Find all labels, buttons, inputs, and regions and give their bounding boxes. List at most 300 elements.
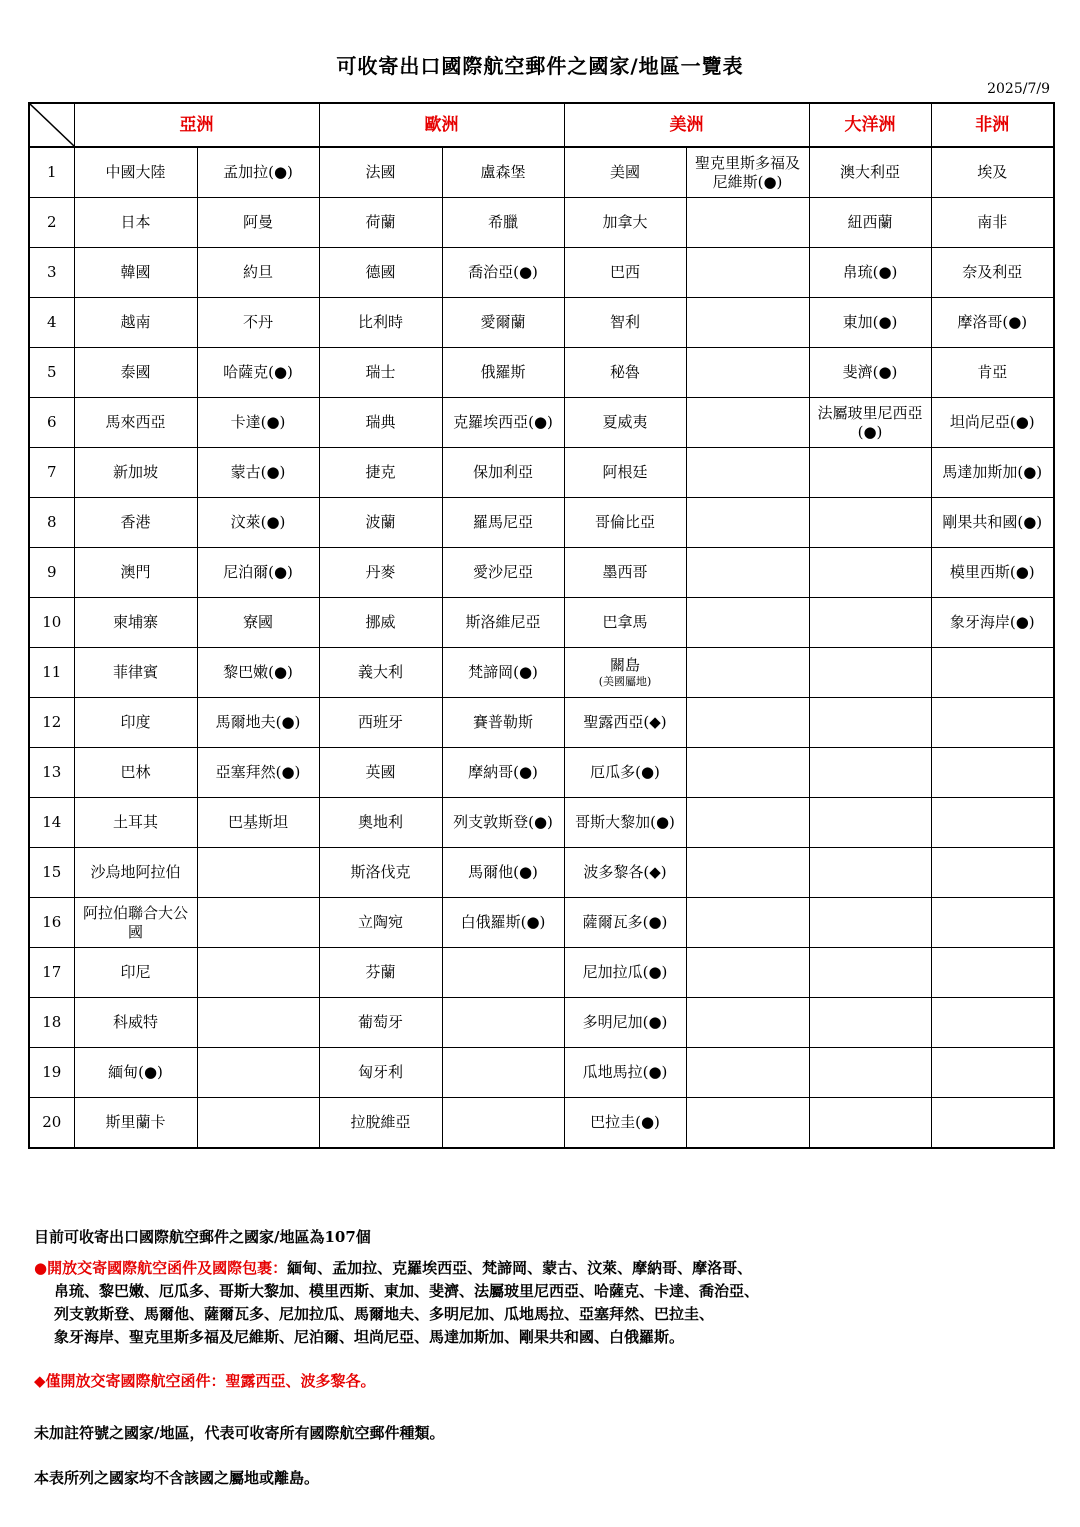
americas-col-2-cell [686,198,809,248]
row-number: 19 [42,1063,62,1081]
country-name: 馬來西亞 [105,413,166,431]
country-name: 哥倫比亞 [594,513,655,531]
country-name: 尼加拉瓜(●) [582,963,668,981]
country-name: 瑞典 [365,413,396,431]
country-name: 日本 [120,213,151,231]
country-name: 緬甸(●) [108,1063,163,1081]
country-name: 梵諦岡(●) [468,663,538,681]
asia-col-1-cell [74,298,197,348]
americas-col-1-cell [564,798,686,848]
row-number: 13 [42,763,62,781]
asia-col-1-cell [74,348,197,398]
country-name: 象牙海岸(●) [949,613,1035,631]
row-number-cell [29,248,74,298]
country-name: 愛爾蘭 [480,313,526,331]
europe-col-1-cell [319,598,442,648]
americas-col-1-cell [564,648,686,698]
country-name: 阿曼 [242,213,273,231]
africa-col-cell [931,1098,1054,1149]
country-name: 奧地利 [357,813,403,831]
americas-col-1-cell [564,398,686,448]
americas-col-1-cell [564,698,686,748]
oceania-col-cell [809,1098,931,1149]
asia-col-2-cell [197,898,319,948]
africa-col-cell [931,698,1054,748]
country-name: 巴西 [609,263,640,281]
country-name: 帛琉(●) [842,263,898,281]
unmarked-note: 未加註符號之國家/地區，代表可收寄所有國際航空郵件種類。 [34,1424,445,1442]
africa-col-cell [931,248,1054,298]
europe-col-2-cell [442,448,564,498]
americas-col-2-cell [686,398,809,448]
country-name: 蒙古(●) [230,463,286,481]
country-name: 越南 [120,313,151,331]
row-number-cell [29,948,74,998]
country-name: 黎巴嫩(●) [223,663,293,681]
europe-col-1-cell [319,948,442,998]
country-name: 紐西蘭 [847,213,893,231]
asia-col-1-cell [74,1098,197,1149]
country-name: 羅馬尼亞 [472,513,533,531]
row-number-cell [29,1048,74,1098]
asia-col-1-cell [74,998,197,1048]
asia-col-2-cell [197,498,319,548]
asia-col-1-cell [74,498,197,548]
row-number-cell [29,648,74,698]
country-name: 多明尼加(●) [582,1013,668,1031]
diamond-note: ◆僅開放交寄國際航空函件：聖露西亞、波多黎各。 [34,1372,376,1390]
americas-col-2-cell [686,698,809,748]
country-name: 奈及利亞 [962,263,1023,281]
europe-col-1-cell [319,1048,442,1098]
oceania-col-cell [809,798,931,848]
country-name: 俄羅斯 [480,363,526,381]
americas-col-1-cell [564,598,686,648]
oceania-col-cell [809,848,931,898]
table-row [29,648,1054,698]
asia-col-2-cell [197,147,319,198]
country-name: 列支敦斯登(●) [453,813,553,831]
europe-col-1-cell [319,748,442,798]
americas-col-1-cell [564,848,686,898]
country-name: 埃及 [977,163,1008,181]
americas-col-2-cell [686,648,809,698]
country-name: 斯里蘭卡 [105,1113,166,1131]
row-number: 5 [46,363,57,381]
asia-col-2-cell [197,648,319,698]
europe-col-1-cell [319,248,442,298]
row-number-cell [29,198,74,248]
country-name: 拉脫維亞 [350,1113,411,1131]
americas-col-2-cell [686,248,809,298]
africa-col-cell [931,198,1054,248]
country-name: 匈牙利 [357,1063,403,1081]
country-name: 印尼 [120,963,151,981]
americas-col-1-cell [564,1098,686,1149]
row-number-cell [29,548,74,598]
americas-col-2-cell [686,998,809,1048]
row-number-cell [29,598,74,648]
asia-col-1-cell [74,898,197,948]
country-name: 摩洛哥(●) [957,313,1028,331]
country-name: 科威特 [112,1013,158,1031]
asia-col-2-cell [197,1048,319,1098]
americas-col-2-cell [686,348,809,398]
country-name: 丹麥 [365,563,396,581]
row-number: 6 [46,413,57,431]
asia-col-2-cell [197,298,319,348]
country-name: 馬爾他(●) [468,863,538,881]
table-row [29,948,1054,998]
americas-col-1-cell [564,198,686,248]
americas-col-2-cell [686,147,809,198]
table-row [29,1048,1054,1098]
oceania-col-cell [809,998,931,1048]
country-name: 巴林 [120,763,151,781]
americas-col-1-cell [564,348,686,398]
row-number-cell [29,698,74,748]
country-name: 寮國 [242,613,273,631]
table-row [29,448,1054,498]
asia-col-1-cell [74,648,197,698]
oceania-col-cell [809,348,931,398]
country-name: 阿拉伯聯合大公國 [82,903,188,941]
country-name: 保加利亞 [472,463,533,481]
asia-col-2-cell [197,398,319,448]
country-name: 卡達(●) [230,413,286,431]
africa-col-cell [931,498,1054,548]
oceania-col-cell [809,948,931,998]
country-name: 關島 [609,656,640,674]
oceania-col-cell [809,198,931,248]
americas-col-2-cell [686,1098,809,1149]
oceania-col-cell [809,248,931,298]
asia-col-2-cell [197,448,319,498]
row-number-cell [29,498,74,548]
asia-col-2-cell [197,998,319,1048]
country-name: 聖克里斯多福及尼維斯(●) [694,153,800,191]
europe-col-2-cell [442,1098,564,1149]
table-row [29,1098,1054,1149]
country-name: 摩納哥(●) [468,763,538,781]
africa-col-cell [931,147,1054,198]
country-name: 立陶宛 [357,913,403,931]
circle-note [34,1257,1044,1349]
table-row [29,147,1054,198]
americas-col-2-cell [686,298,809,348]
oceania-col-cell [809,548,931,598]
americas-col-2-cell [686,898,809,948]
country-name: 比利時 [357,313,403,331]
country-name: 哈薩克(●) [223,363,293,381]
table-row [29,248,1054,298]
row-number: 8 [46,513,57,531]
country-name: 巴拉圭(●) [590,1113,660,1131]
table-row [29,898,1054,948]
country-name: 斯洛伐克 [350,863,411,881]
country-name: 智利 [609,313,640,331]
country-name: 模里西斯(●) [949,563,1035,581]
europe-col-2-cell [442,598,564,648]
row-number-cell [29,147,74,198]
asia-col-1-cell [74,548,197,598]
circle-note-label: ●開放交寄國際航空函件及國際包裹： [34,1259,288,1277]
europe-col-2-cell [442,248,564,298]
europe-col-2-cell [442,998,564,1048]
europe-col-2-cell [442,1048,564,1098]
americas-col-2-cell [686,798,809,848]
country-name: 挪威 [365,613,396,631]
country-name: 汶萊(●) [230,513,286,531]
row-number-cell [29,448,74,498]
americas-col-1-cell [564,1048,686,1098]
table-row [29,998,1054,1048]
row-number-cell [29,348,74,398]
europe-col-2-cell [442,398,564,448]
asia-col-2-cell [197,698,319,748]
country-name: 澳大利亞 [839,163,900,181]
europe-col-1-cell [319,198,442,248]
table-row [29,698,1054,748]
row-number-cell [29,898,74,948]
row-number: 10 [42,613,62,631]
africa-col-cell [931,998,1054,1048]
africa-col-cell [931,398,1054,448]
americas-col-2-cell [686,748,809,798]
europe-col-2-cell [442,298,564,348]
table-row [29,548,1054,598]
country-table [28,102,1055,1149]
row-number: 7 [46,463,57,481]
country-name: 斯洛維尼亞 [465,613,541,631]
asia-col-1-cell [74,448,197,498]
europe-col-1-cell [319,498,442,548]
country-name: 沙烏地阿拉伯 [90,863,181,881]
territory-note: (美國屬地) [598,675,652,688]
country-name: 剛果共和國(●) [942,513,1043,531]
country-name: 愛沙尼亞 [472,563,533,581]
asia-col-1-cell [74,198,197,248]
country-name: 瓜地馬拉(●) [582,1063,668,1081]
country-name: 美國 [609,163,640,181]
country-name: 坦尚尼亞(●) [949,413,1035,431]
row-number: 3 [46,263,57,281]
country-name: 秘魯 [609,363,640,381]
americas-col-2-cell [686,1048,809,1098]
oceania-col-cell [809,147,931,198]
table-row [29,498,1054,548]
row-number: 14 [42,813,62,831]
country-name: 墨西哥 [602,563,648,581]
country-name: 中國大陸 [105,163,166,181]
page-title: 可收寄出口國際航空郵件之國家/地區一覽表 [336,54,744,78]
europe-col-1-cell [319,147,442,198]
europe-col-1-cell [319,348,442,398]
country-name: 印度 [120,713,151,731]
africa-col-cell [931,748,1054,798]
row-number: 15 [42,863,62,881]
row-number-cell [29,798,74,848]
row-number: 2 [46,213,57,231]
row-number: 4 [46,313,57,331]
europe-col-2-cell [442,948,564,998]
row-number-cell [29,398,74,448]
asia-col-1-cell [74,848,197,898]
country-name: 英國 [365,763,396,781]
country-name: 芬蘭 [365,963,396,981]
asia-col-1-cell [74,1048,197,1098]
africa-col-cell [931,298,1054,348]
country-name: 瑞士 [365,363,396,381]
country-name: 喬治亞(●) [468,263,538,281]
table-body [29,147,1054,1148]
country-name: 葡萄牙 [357,1013,403,1031]
country-name: 巴拿馬 [602,613,648,631]
oceania-col-cell [809,698,931,748]
country-name: 斐濟(●) [842,363,898,381]
europe-col-1-cell [319,398,442,448]
africa-col-cell [931,948,1054,998]
exclusion-note: 本表所列之國家均不含該國之屬地或離島。 [34,1469,320,1487]
americas-col-2-cell [686,598,809,648]
americas-col-1-cell [564,147,686,198]
country-name: 法國 [365,163,396,181]
table-row [29,798,1054,848]
row-number: 18 [42,1013,62,1031]
country-name: 聖露西亞(◆) [583,713,667,731]
africa-col-cell [931,348,1054,398]
asia-col-1-cell [74,698,197,748]
americas-col-2-cell [686,948,809,998]
table-row [29,748,1054,798]
asia-col-2-cell [197,948,319,998]
oceania-col-cell [809,898,931,948]
africa-col-cell [931,648,1054,698]
country-name: 哥斯大黎加(●) [575,813,675,831]
europe-col-2-cell [442,147,564,198]
americas-col-2-cell [686,848,809,898]
country-name: 夏威夷 [602,413,648,431]
europe-col-2-cell [442,648,564,698]
country-name: 南非 [977,213,1008,231]
americas-col-1-cell [564,548,686,598]
asia-col-2-cell [197,748,319,798]
country-name: 荷蘭 [365,213,396,231]
table-row [29,198,1054,248]
total-note: 目前可收寄出口國際航空郵件之國家/地區為107個 [34,1228,371,1246]
africa-col-cell [931,798,1054,848]
americas-col-1-cell [564,248,686,298]
country-name: 柬埔寨 [112,613,158,631]
europe-col-1-cell [319,448,442,498]
corner-cell [29,103,74,147]
country-name: 馬達加斯加(●) [942,463,1043,481]
country-name: 白俄羅斯(●) [460,913,546,931]
row-number: 11 [42,663,62,681]
asia-col-2-cell [197,248,319,298]
table-header-row [29,103,1054,147]
asia-col-2-cell [197,348,319,398]
americas-col-2-cell [686,448,809,498]
africa-col-cell [931,1048,1054,1098]
row-number-cell [29,1098,74,1149]
header-oceania: 大洋洲 [809,103,931,147]
table-row [29,598,1054,648]
americas-col-1-cell [564,298,686,348]
asia-col-1-cell [74,748,197,798]
europe-col-2-cell [442,348,564,398]
country-name: 肯亞 [977,363,1008,381]
date-label: 2025/7/9 [987,81,1050,97]
europe-col-1-cell [319,998,442,1048]
country-name: 新加坡 [112,463,158,481]
header-africa: 非洲 [931,103,1054,147]
header-asia: 亞洲 [74,103,319,147]
europe-col-2-cell [442,898,564,948]
europe-col-2-cell [442,848,564,898]
americas-col-2-cell [686,548,809,598]
europe-col-1-cell [319,898,442,948]
row-number-cell [29,298,74,348]
circle-note-list-3: 列支敦斯登、馬爾他、薩爾瓦多、尼加拉瓜、馬爾地夫、多明尼加、瓜地馬拉、亞塞拜然、巴拉圭、 [54,1305,715,1323]
country-name: 盧森堡 [480,163,526,181]
row-number: 20 [42,1113,62,1131]
americas-col-1-cell [564,948,686,998]
europe-col-1-cell [319,648,442,698]
row-number: 12 [42,713,62,731]
country-name: 孟加拉(●) [223,163,293,181]
europe-col-1-cell [319,1098,442,1149]
country-name: 香港 [120,513,151,531]
oceania-col-cell [809,598,931,648]
country-name: 薩爾瓦多(●) [582,913,668,931]
europe-col-2-cell [442,548,564,598]
europe-col-1-cell [319,848,442,898]
oceania-col-cell [809,1048,931,1098]
country-name: 尼泊爾(●) [223,563,293,581]
africa-col-cell [931,448,1054,498]
country-name: 土耳其 [112,813,158,831]
europe-col-2-cell [442,698,564,748]
country-name: 加拿大 [602,213,648,231]
americas-col-1-cell [564,498,686,548]
asia-col-2-cell [197,848,319,898]
asia-col-1-cell [74,948,197,998]
country-name: 捷克 [365,463,396,481]
country-name: 希臘 [487,213,518,231]
row-number: 1 [46,163,57,181]
circle-note-list-4: 象牙海岸、聖克里斯多福及尼維斯、尼泊爾、坦尚尼亞、馬達加斯加、剛果共和國、白俄羅斯。 [54,1328,685,1346]
europe-col-1-cell [319,798,442,848]
europe-col-2-cell [442,798,564,848]
europe-col-2-cell [442,198,564,248]
americas-col-1-cell [564,748,686,798]
country-name: 義大利 [357,663,403,681]
country-name: 東加(●) [842,313,898,331]
country-name: 西班牙 [357,713,403,731]
africa-col-cell [931,848,1054,898]
oceania-col-cell [809,448,931,498]
country-name: 泰國 [120,363,151,381]
oceania-col-cell [809,648,931,698]
oceania-col-cell [809,398,931,448]
americas-col-1-cell [564,898,686,948]
table-row [29,298,1054,348]
europe-col-1-cell [319,548,442,598]
americas-col-1-cell [564,448,686,498]
circle-note-list-2: 帛琉、黎巴嫩、厄瓜多、哥斯大黎加、模里西斯、東加、斐濟、法屬玻里尼西亞、哈薩克、卡達、喬治亞、 [54,1282,760,1300]
country-name: 馬爾地夫(●) [215,713,301,731]
